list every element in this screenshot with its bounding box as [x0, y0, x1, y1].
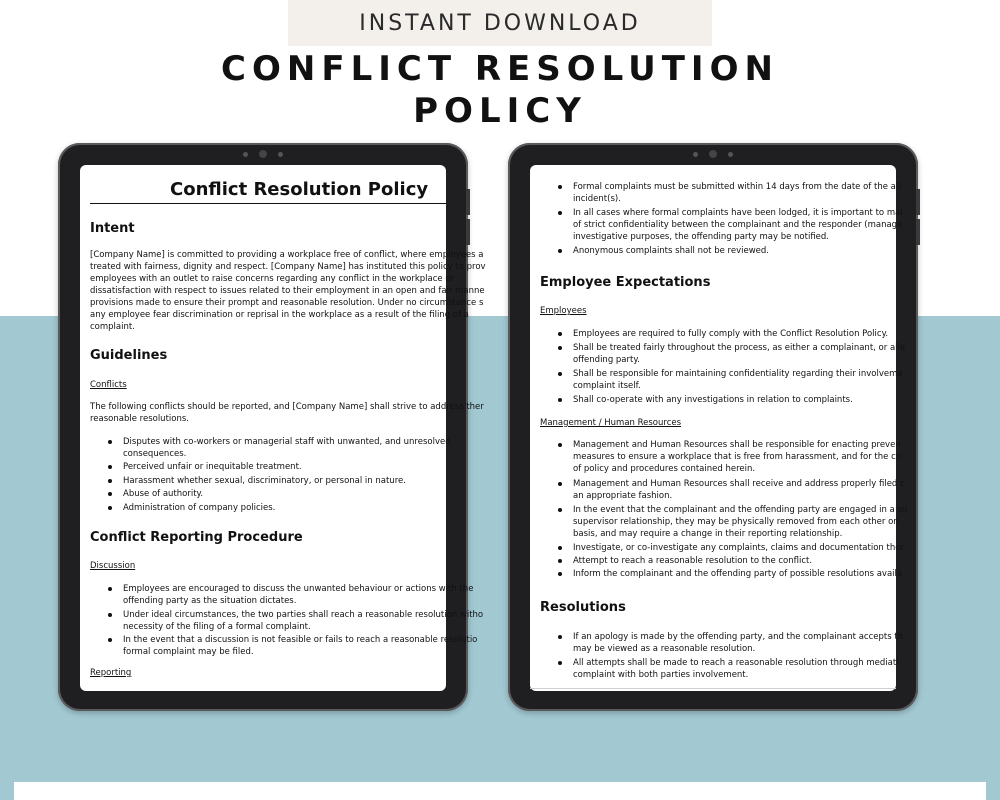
- heading-reporting-procedure: Conflict Reporting Procedure: [90, 530, 303, 545]
- subheading-discussion: Discussion: [90, 561, 136, 571]
- document-page-1: [80, 165, 486, 691]
- subheading-employees: Employees: [540, 306, 587, 316]
- document-title: Conflict Resolution Policy: [170, 179, 429, 200]
- list-item: Management and Human Resources shall be responsible for enacting preven measures to ensure a workplace that is free from harassment, and for the co of policy and procedures contained herein.: [573, 439, 933, 475]
- list-item: Investigate, or co-investigate any complaints, claims and documentation ther: [573, 542, 933, 554]
- sensor-icon: [243, 152, 248, 157]
- list-item: Inform the complainant and the offending party of possible resolutions availa: [573, 568, 933, 580]
- list-item: Attempt to reach a reasonable resolution to the conflict.: [573, 555, 933, 567]
- heading-employee-expectations: Employee Expectations: [540, 275, 711, 290]
- subheading-reporting: Reporting: [90, 668, 132, 678]
- page-title: [0, 48, 1000, 132]
- list-item: Under ideal circumstances, the two parties shall reach a reasonable resolution witho necessity of the filing of a formal complaint.: [123, 610, 484, 632]
- title-line-2: POLICY: [413, 91, 587, 131]
- list-item: In the event that the complainant and the offending party are engaged in a su supervisor relationship, they may be physically removed from each other on basis, and may require a change in their reporting relationship.: [573, 504, 933, 540]
- list-item: Employees are required to fully comply with the Conflict Resolution Policy.: [573, 328, 933, 340]
- list-item: Employees are encouraged to discuss the unwanted behaviour or actions with the offending party as the situation dictates.: [123, 583, 483, 607]
- tablet-left: [58, 143, 486, 711]
- sensor-icon: [278, 152, 283, 157]
- list-item: Perceived unfair or inequitable treatment.: [123, 461, 483, 473]
- list-item: Shall be responsible for maintaining confidentiality regarding their involveme complaint itself.: [573, 368, 933, 392]
- title-rule: [90, 203, 446, 204]
- list-item: Disputes with co-workers or managerial staff with unwanted, and unresolved consequences.: [123, 436, 483, 460]
- document-page-2: [530, 165, 908, 691]
- instant-download-badge: [288, 0, 712, 46]
- list-item: All attempts shall be made to reach a reasonable resolution through mediati complaint with both parties involvement.: [573, 657, 933, 681]
- camera-bar: [243, 150, 283, 158]
- heading-resolutions: Resolutions: [540, 600, 626, 615]
- list-item: Harassment whether sexual, discriminatory, or personal in nature.: [123, 475, 483, 487]
- conflicts-intro: The following conflicts should be reported, and [Company Name] shall strive to address ther reasonable resolutions.: [90, 402, 484, 424]
- heading-intent: Intent: [90, 221, 135, 236]
- list-item: Formal complaints must be submitted within 14 days from the date of the all incident(s).: [573, 181, 933, 205]
- list-item: Shall co-operate with any investigations in relation to complaints.: [573, 394, 933, 406]
- page-bottom-rule: [530, 688, 896, 689]
- list-item: Management and Human Resources shall receive and address properly filed c an appropriate fashion.: [573, 478, 933, 502]
- subheading-management-hr: Management / Human Resources: [540, 418, 682, 428]
- badge-text: INSTANT DOWNLOAD: [359, 10, 641, 36]
- list-item: In the event that a discussion is not feasible or fails to reach a reasonable resolutio formal complaint may be filed.: [123, 634, 483, 658]
- list-item: If an apology is made by the offending party, and the complainant accepts th may be viewed as a reasonable resolution.: [573, 631, 933, 655]
- subheading-conflicts: Conflicts: [90, 380, 127, 390]
- sensor-icon: [693, 152, 698, 157]
- camera-icon: [259, 150, 267, 158]
- tablet-right: [508, 143, 918, 711]
- camera-bar: [693, 150, 733, 158]
- camera-icon: [709, 150, 717, 158]
- heading-guidelines: Guidelines: [90, 348, 168, 363]
- title-line-1: CONFLICT RESOLUTION: [221, 49, 779, 89]
- intent-paragraph: [Company Name] is committed to providing a workplace free of conflict, where employees a treated with fairness, dignity and respect. [Company Name] has instituted this policy to prov employees with an outlet to raise concerns regarding any conflict in the workplace or dissatisfaction with respect to issues related to their employment in an open and fair manne provisions made to ensure their prompt and reasonable resolution. Under no circumstance s any employee fear discrimination or reprisal in the workplace as a result of the filing of a complaint.: [90, 250, 486, 332]
- list-item: Abuse of authority.: [123, 488, 483, 500]
- list-item: Anonymous complaints shall not be reviewed.: [573, 245, 933, 257]
- list-item: In all cases where formal complaints have been lodged, it is important to mai of strict confidentiality between the complainant and the responder (manage investigative purposes, the offending party may be notified.: [573, 207, 933, 243]
- bottom-strip: [14, 782, 986, 800]
- side-button: [466, 189, 470, 215]
- side-button: [466, 219, 470, 245]
- list-item: Shall be treated fairly throughout the process, as either a complainant, or alle offending party.: [573, 342, 933, 366]
- sensor-icon: [728, 152, 733, 157]
- list-item: Administration of company policies.: [123, 502, 483, 514]
